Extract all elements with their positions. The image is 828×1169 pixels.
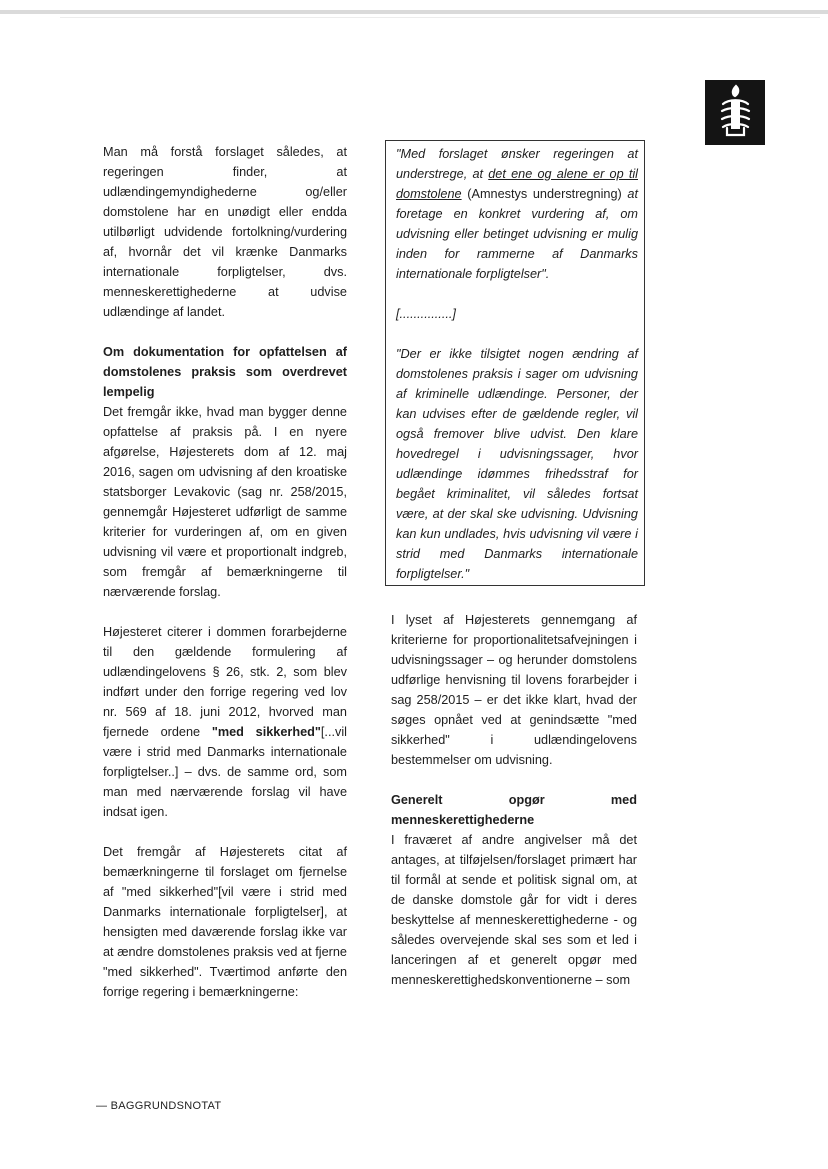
left-paragraph-2: Det fremgår ikke, hvad man bygger denne opfattelse af praksis på. I en nyere afgørelse, Højesterets dom af 12. maj 2016, sagen om udvisning af den kroatiske statsborger Levakovic (sag nr. 258/2015, gennemgår Højesteret udførligt de samme kriterier for vurderingen af, om en given udvisning vil være et proportionalt indgreb, som fremgår af bemærkningerne til nærværende forslag. [103,405,347,599]
right-column [391,610,637,990]
quote-ellipsis: [...............] [396,307,456,321]
p3-bold-phrase: "med sikkerhed" [211,725,321,739]
quote-1-text-a: "Med forslaget ønsker regeringen at understrege, at [396,147,638,181]
scan-top-line [60,17,820,18]
left-column [103,142,347,1002]
footer-label: — BAGGRUNDSNOTAT [96,1100,222,1112]
amnesty-candle-icon [705,80,765,145]
left-section-heading: Om dokumentation for opfattelsen af domstolenes praksis som overdrevet lempelig [103,345,347,399]
left-paragraph-4: Det fremgår af Højesterets citat af bemærkningerne til forslaget om fjernelse af "med sikkerhed"[vil være i strid med Danmarks internationale forpligtelser], at hensigten med daværende forslag ikke var at ændre domstolenes praksis ved at fjerne "med sikkerhed". Tværtimod anførte den forrige regering i bemærkningerne: [103,845,347,999]
quote-underlined-phrase: det ene og alene er op til domstolene [396,167,638,201]
quote-amnesty-note: (Amnestys understregning) [461,187,622,201]
left-paragraph-1: Man må forstå forslaget således, at regeringen finder, at udlændingemyndighederne og/eller domstolene har en unødigt eller endda utilbørligt udvidende fortolkning/vurdering af, hvornår det vil krænke Danmarks internationale forpligtelser, dvs. menneskerettighederne at udvise udlændinge af landet. [103,145,347,319]
right-paragraph-2: I fraværet af andre angivelser må det antages, at tilføjelsen/forslaget primært har til formål at sende et politisk signal om, at de danske domstole går for vidt i deres beskyttelse af menneskerettighederne - og således overvejende skal ses som et led i lanceringen af et generelt opgør med menneskerettighedskonventionerne – som [391,833,637,987]
right-section-heading: Generelt opgør med menneskerettighederne [391,793,637,827]
p3-text-b: [...vil være i strid med Danmarks internationale forpligtelser..] – dvs. de samme ord, som man med nærværende forslag vil have indsat igen. [103,725,347,819]
quote-paragraph-2: "Der er ikke tilsigtet nogen ændring af domstolenes praksis i sager om udvisning af kriminelle udlændinge. Personer, der kan udvises efter de gældende regler, vil også fremover blive udvist. Den klare hovedregel i udvisningssager, hvor udlændinge idømmes frihedsstraf for begået kriminalitet, vil således fortsat være, at der skal ske udvisning. Udvisning kan kun undlades, hvis udvisning vil være i strid med Danmarks internationale forpligtelser." [396,347,638,581]
amnesty-logo [705,80,765,145]
quote-box [385,140,645,586]
right-paragraph-1: I lyset af Højesterets gennemgang af kriterierne for proportionalitetsafvejningen i udvisningssager – og herunder domstolens udførlige henvisning til lovens forarbejder i sag 258/2015 – er det ikke klart, hvad der søges opnået ved at genindsætte "med sikkerhed" i udlændingelovens bestemmelser om udvisning. [391,613,637,767]
quote-1-text-b: at foretage en konkret vurdering af, om udvisning eller betinget udvisning er mulig inden for rammerne af Danmarks internationale forpligtelser". [396,187,639,281]
left-paragraph-3 [103,622,347,822]
quote-paragraph-1 [396,144,638,284]
p3-text-a: Højesteret citerer i dommen forarbejderne til den gældende formulering af udlændingelovens § 26, stk. 2, som blev indført under den forrige regering ved lov nr. 569 af 18. juni 2012, hvorved man fjernede ordene [103,625,347,739]
scan-top-edge [0,10,828,14]
